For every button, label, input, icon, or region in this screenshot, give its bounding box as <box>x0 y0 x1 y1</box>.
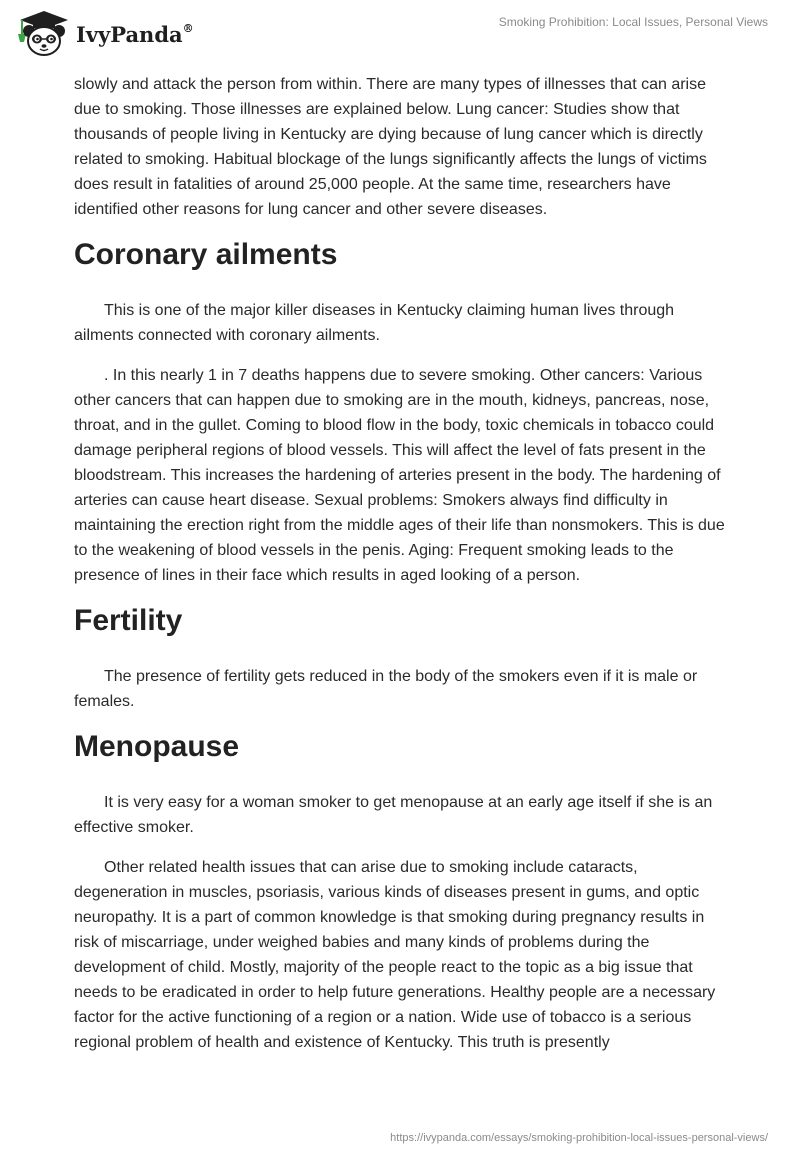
document-title: Smoking Prohibition: Local Issues, Personal Views <box>498 15 768 29</box>
brand-logo[interactable] <box>14 8 194 58</box>
paragraph-other-cancers: . In this nearly 1 in 7 deaths happens due to severe smoking. Other cancers: Various other cancers that can happen due to smoking are in the mouth, kidneys, pancreas, nose, throat, and in the gullet. Coming to blood flow in the body, toxic chemicals in tobacco could damage peripheral regions of blood vessels. This will affect the level of fats present in the bloodstream. This increases the hardening of arteries present in the body. The hardening of arteries can cause heart disease. Sexual problems: Smokers always find difficulty in maintaining the erection right from the middle ages of their life than nonsmokers. This is due to the weakening of blood vessels in the penis. Aging: Frequent smoking leads to the presence of lines in their face which results in aged looking of a person. <box>74 367 725 584</box>
paragraph-lung-cancer: slowly and attack the person from within. There are many types of illnesses that can arise due to smoking. Those illnesses are explained below. Lung cancer: Studies show that thousands of people living in Kentucky are dying because of lung cancer which is directly related to smoking. Habitual blockage of the lungs significantly affects the lungs of victims does result in fatalities of around 25,000 people. At the same time, researchers have identified other reasons for lung cancer and other severe diseases. <box>74 76 707 218</box>
panda-graduate-logo-icon <box>14 8 72 58</box>
page-header <box>0 0 800 70</box>
heading-coronary-ailments: Coronary ailments <box>74 238 338 271</box>
heading-fertility: Fertility <box>74 604 183 637</box>
registered-mark: ® <box>182 21 194 35</box>
essay-body <box>74 72 728 1070</box>
brand-name: IvyPanda® <box>76 21 194 47</box>
source-url[interactable]: https://ivypanda.com/essays/smoking-prohibition-local-issues-personal-views/ <box>390 1132 768 1144</box>
paragraph-coronary: This is one of the major killer diseases in Kentucky claiming human lives through ailments connected with coronary ailments. <box>74 302 675 344</box>
paragraph-related-health-issues: Other related health issues that can arise due to smoking include cataracts, degeneration in muscles, psoriasis, various kinds of diseases present in gums, and optic neuropathy. It is a part of common knowledge is that smoking during pregnancy results in risk of miscarriage, under weighed babies and many kinds of problems during the development of child. Mostly, majority of the people react to the topic as a big issue that needs to be eradicated in order to help future generations. Healthy people are a necessary factor for the active functioning of a region or a nation. Wide use of tobacco is a serious regional problem of health and existence of Kentucky. This truth is presently <box>74 859 716 1051</box>
paragraph-fertility: The presence of fertility gets reduced in the body of the smokers even if it is male or females. <box>74 668 698 710</box>
heading-menopause: Menopause <box>74 730 240 763</box>
paragraph-menopause: It is very easy for a woman smoker to get menopause at an early age itself if she is an effective smoker. <box>74 794 713 836</box>
